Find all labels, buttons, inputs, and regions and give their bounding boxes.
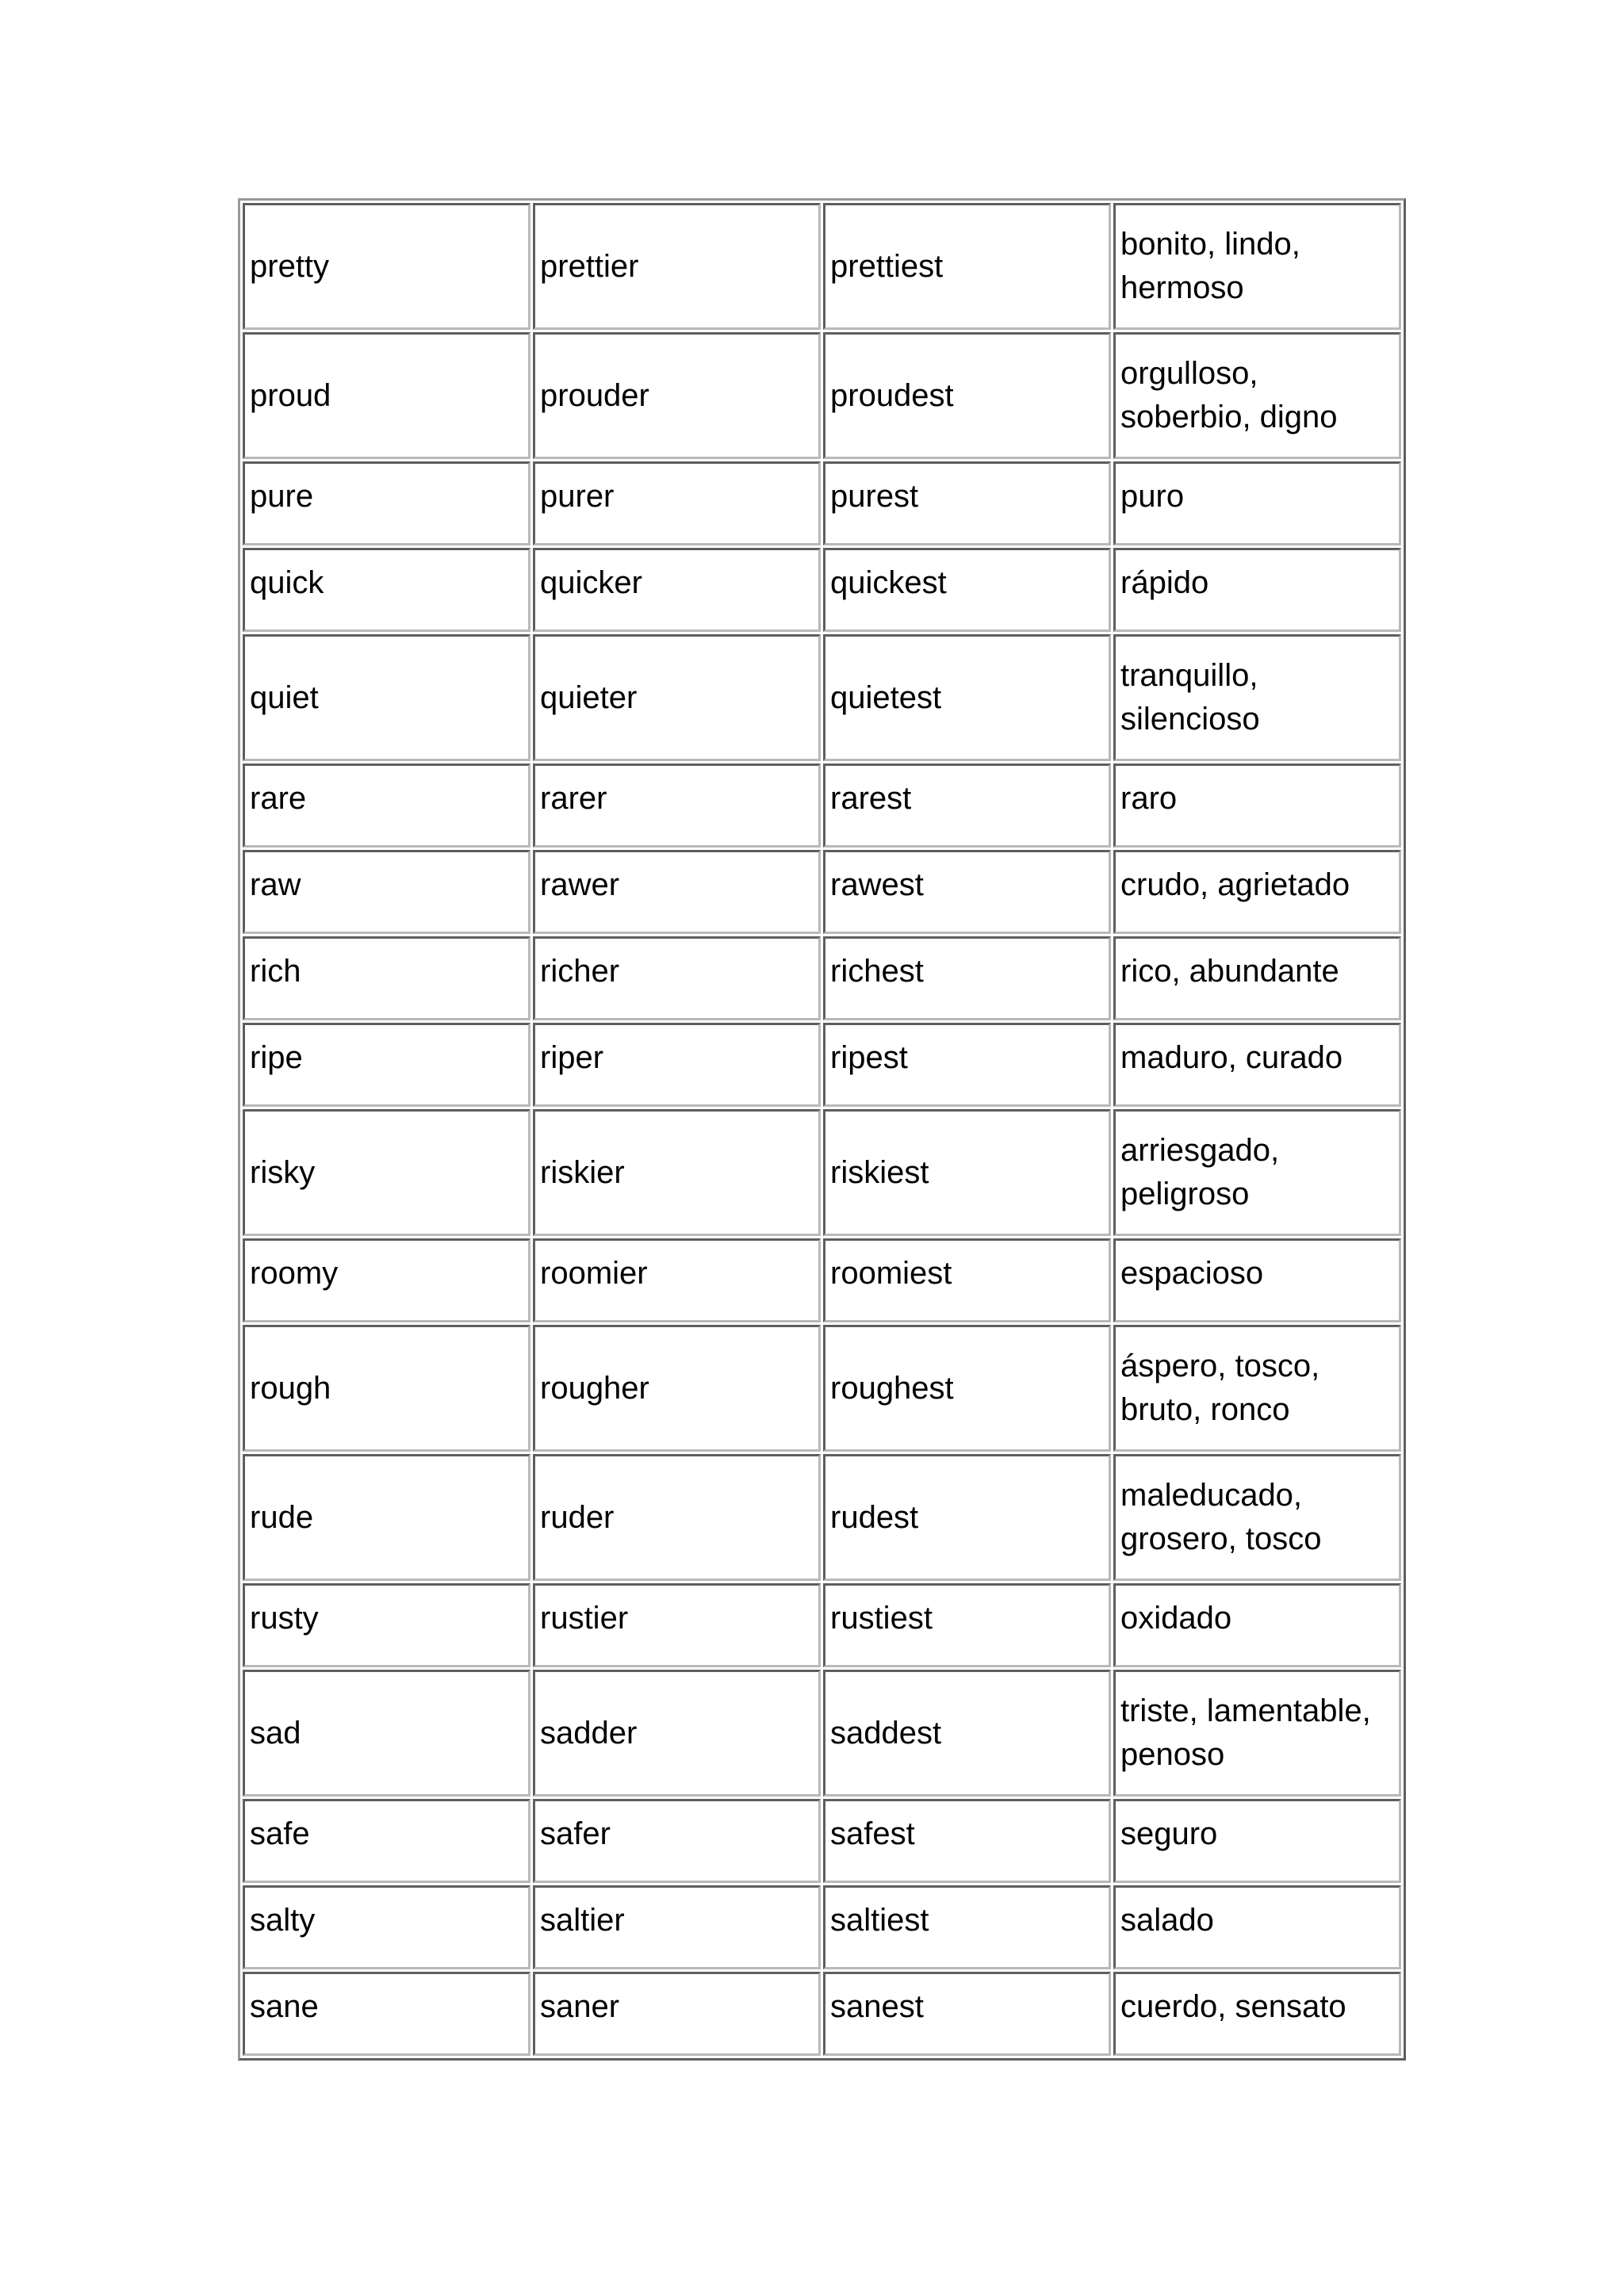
- spanish-translation-cell: [1113, 1023, 1401, 1107]
- comparative-form-cell: [533, 936, 821, 1020]
- positive-form-text: pretty: [250, 248, 330, 284]
- superlative-form-text: rudest: [830, 1499, 919, 1535]
- superlative-form-cell: [823, 332, 1111, 459]
- spanish-translation-text: maduro, curado: [1120, 1040, 1343, 1075]
- spanish-translation-text: maleducado, grosero, tosco: [1120, 1478, 1322, 1556]
- comparative-form-cell: [533, 1109, 821, 1236]
- positive-form-cell: [243, 850, 530, 934]
- superlative-form-cell: [823, 1109, 1111, 1236]
- positive-form-cell: [243, 548, 530, 632]
- comparative-form-cell: [533, 1885, 821, 1969]
- table-row: [243, 1109, 1401, 1236]
- positive-form-text: rough: [250, 1370, 331, 1406]
- superlative-form-text: saddest: [830, 1715, 942, 1751]
- spanish-translation-text: áspero, tosco, bruto, ronco: [1120, 1349, 1320, 1427]
- table-row: [243, 1972, 1401, 2056]
- comparative-form-text: sadder: [540, 1715, 638, 1751]
- superlative-form-cell: [823, 1238, 1111, 1322]
- positive-form-text: safe: [250, 1816, 310, 1851]
- comparative-form-cell: [533, 1799, 821, 1883]
- spanish-translation-cell: [1113, 1583, 1401, 1667]
- positive-form-text: rude: [250, 1499, 314, 1535]
- positive-form-text: salty: [250, 1903, 316, 1938]
- comparative-form-text: richer: [540, 954, 620, 989]
- comparative-form-cell: [533, 1583, 821, 1667]
- superlative-form-cell: [823, 1325, 1111, 1452]
- superlative-form-cell: [823, 1583, 1111, 1667]
- table-row: [243, 1454, 1401, 1581]
- superlative-form-text: prettiest: [830, 248, 944, 284]
- spanish-translation-text: tranquillo, silencioso: [1120, 658, 1260, 737]
- table-row: [243, 763, 1401, 848]
- superlative-form-text: roomiest: [830, 1256, 952, 1291]
- superlative-form-cell: [823, 634, 1111, 761]
- spanish-translation-text: espacioso: [1120, 1256, 1264, 1291]
- positive-form-cell: [243, 461, 530, 545]
- superlative-form-text: richest: [830, 954, 924, 989]
- superlative-form-text: rustiest: [830, 1601, 933, 1636]
- superlative-form-text: rawest: [830, 867, 924, 902]
- table-row: [243, 634, 1401, 761]
- superlative-form-cell: [823, 936, 1111, 1020]
- comparative-form-cell: [533, 634, 821, 761]
- positive-form-cell: [243, 203, 530, 330]
- positive-form-cell: [243, 1583, 530, 1667]
- positive-form-text: proud: [250, 377, 331, 413]
- spanish-translation-text: bonito, lindo, hermoso: [1120, 227, 1300, 305]
- superlative-form-text: proudest: [830, 377, 954, 413]
- spanish-translation-cell: [1113, 332, 1401, 459]
- comparative-form-text: safer: [540, 1816, 611, 1851]
- spanish-translation-cell: [1113, 461, 1401, 545]
- positive-form-text: sad: [250, 1715, 301, 1751]
- table-body: [243, 203, 1401, 2056]
- comparative-form-cell: [533, 1325, 821, 1452]
- superlative-form-cell: [823, 203, 1111, 330]
- adjective-comparison-table: [238, 198, 1406, 2061]
- table-row: [243, 461, 1401, 545]
- positive-form-cell: [243, 1454, 530, 1581]
- superlative-form-text: saltiest: [830, 1903, 929, 1938]
- positive-form-cell: [243, 1023, 530, 1107]
- spanish-translation-text: arriesgado, peligroso: [1120, 1133, 1280, 1211]
- positive-form-cell: [243, 634, 530, 761]
- comparative-form-text: saner: [540, 1989, 620, 2024]
- superlative-form-cell: [823, 1670, 1111, 1797]
- superlative-form-cell: [823, 763, 1111, 848]
- comparative-form-text: quicker: [540, 565, 642, 600]
- spanish-translation-cell: [1113, 1109, 1401, 1236]
- spanish-translation-cell: [1113, 763, 1401, 848]
- superlative-form-cell: [823, 850, 1111, 934]
- table-row: [243, 1885, 1401, 1969]
- table-row: [243, 1583, 1401, 1667]
- superlative-form-text: riskiest: [830, 1154, 929, 1190]
- table-row: [243, 548, 1401, 632]
- table-row: [243, 850, 1401, 934]
- comparative-form-cell: [533, 763, 821, 848]
- positive-form-text: rich: [250, 954, 301, 989]
- positive-form-text: pure: [250, 479, 314, 514]
- positive-form-text: roomy: [250, 1256, 339, 1291]
- spanish-translation-cell: [1113, 1799, 1401, 1883]
- spanish-translation-cell: [1113, 203, 1401, 330]
- spanish-translation-text: oxidado: [1120, 1601, 1232, 1636]
- positive-form-text: quiet: [250, 679, 319, 715]
- positive-form-cell: [243, 1885, 530, 1969]
- comparative-form-text: quieter: [540, 679, 638, 715]
- superlative-form-text: quickest: [830, 565, 947, 600]
- comparative-form-text: rawer: [540, 867, 620, 902]
- superlative-form-text: purest: [830, 479, 919, 514]
- comparative-form-text: riskier: [540, 1154, 625, 1190]
- table-row: [243, 1023, 1401, 1107]
- comparative-form-cell: [533, 1023, 821, 1107]
- comparative-form-cell: [533, 332, 821, 459]
- spanish-translation-text: salado: [1120, 1903, 1214, 1938]
- positive-form-cell: [243, 332, 530, 459]
- spanish-translation-cell: [1113, 850, 1401, 934]
- spanish-translation-cell: [1113, 1885, 1401, 1969]
- superlative-form-text: safest: [830, 1816, 915, 1851]
- spanish-translation-text: triste, lamentable, penoso: [1120, 1693, 1371, 1772]
- positive-form-cell: [243, 1670, 530, 1797]
- spanish-translation-text: puro: [1120, 479, 1185, 514]
- superlative-form-cell: [823, 461, 1111, 545]
- spanish-translation-cell: [1113, 1972, 1401, 2056]
- comparative-form-text: prettier: [540, 248, 639, 284]
- comparative-form-text: rarer: [540, 781, 607, 816]
- spanish-translation-cell: [1113, 1238, 1401, 1322]
- table-row: [243, 1670, 1401, 1797]
- spanish-translation-text: raro: [1120, 781, 1178, 816]
- positive-form-cell: [243, 936, 530, 1020]
- superlative-form-text: rarest: [830, 781, 912, 816]
- table-row: [243, 1238, 1401, 1322]
- superlative-form-text: sanest: [830, 1989, 924, 2024]
- spanish-translation-text: cuerdo, sensato: [1120, 1989, 1346, 2024]
- comparative-form-cell: [533, 461, 821, 545]
- table-row: [243, 332, 1401, 459]
- positive-form-text: sane: [250, 1989, 319, 2024]
- positive-form-cell: [243, 1109, 530, 1236]
- positive-form-text: ripe: [250, 1040, 303, 1075]
- comparative-form-text: roomier: [540, 1256, 648, 1291]
- comparative-form-text: purer: [540, 479, 615, 514]
- superlative-form-cell: [823, 1023, 1111, 1107]
- spanish-translation-cell: [1113, 634, 1401, 761]
- positive-form-cell: [243, 1325, 530, 1452]
- superlative-form-text: quietest: [830, 679, 942, 715]
- comparative-form-text: prouder: [540, 377, 649, 413]
- superlative-form-cell: [823, 1885, 1111, 1969]
- positive-form-text: rare: [250, 781, 307, 816]
- spanish-translation-cell: [1113, 936, 1401, 1020]
- spanish-translation-text: crudo, agrietado: [1120, 867, 1350, 902]
- positive-form-text: rusty: [250, 1601, 319, 1636]
- comparative-form-cell: [533, 1670, 821, 1797]
- comparative-form-cell: [533, 1454, 821, 1581]
- comparative-form-text: riper: [540, 1040, 604, 1075]
- spanish-translation-cell: [1113, 548, 1401, 632]
- superlative-form-cell: [823, 1799, 1111, 1883]
- superlative-form-cell: [823, 1972, 1111, 2056]
- table-row: [243, 1799, 1401, 1883]
- positive-form-cell: [243, 1972, 530, 2056]
- table-row: [243, 1325, 1401, 1452]
- table-row: [243, 203, 1401, 330]
- superlative-form-text: roughest: [830, 1370, 954, 1406]
- spanish-translation-text: orgulloso, soberbio, digno: [1120, 356, 1338, 434]
- positive-form-text: raw: [250, 867, 301, 902]
- spanish-translation-text: seguro: [1120, 1816, 1218, 1851]
- spanish-translation-cell: [1113, 1670, 1401, 1797]
- positive-form-cell: [243, 763, 530, 848]
- spanish-translation-text: rápido: [1120, 565, 1209, 600]
- comparative-form-cell: [533, 850, 821, 934]
- comparative-form-cell: [533, 1972, 821, 2056]
- spanish-translation-cell: [1113, 1325, 1401, 1452]
- spanish-translation-cell: [1113, 1454, 1401, 1581]
- superlative-form-cell: [823, 1454, 1111, 1581]
- positive-form-text: quick: [250, 565, 324, 600]
- comparative-form-cell: [533, 203, 821, 330]
- superlative-form-text: ripest: [830, 1040, 908, 1075]
- positive-form-text: risky: [250, 1154, 316, 1190]
- comparative-form-text: saltier: [540, 1903, 625, 1938]
- table-row: [243, 936, 1401, 1020]
- comparative-form-cell: [533, 1238, 821, 1322]
- comparative-form-text: ruder: [540, 1499, 615, 1535]
- spanish-translation-text: rico, abundante: [1120, 954, 1339, 989]
- positive-form-cell: [243, 1799, 530, 1883]
- comparative-form-text: rustier: [540, 1601, 629, 1636]
- comparative-form-cell: [533, 548, 821, 632]
- superlative-form-cell: [823, 548, 1111, 632]
- positive-form-cell: [243, 1238, 530, 1322]
- comparative-form-text: rougher: [540, 1370, 649, 1406]
